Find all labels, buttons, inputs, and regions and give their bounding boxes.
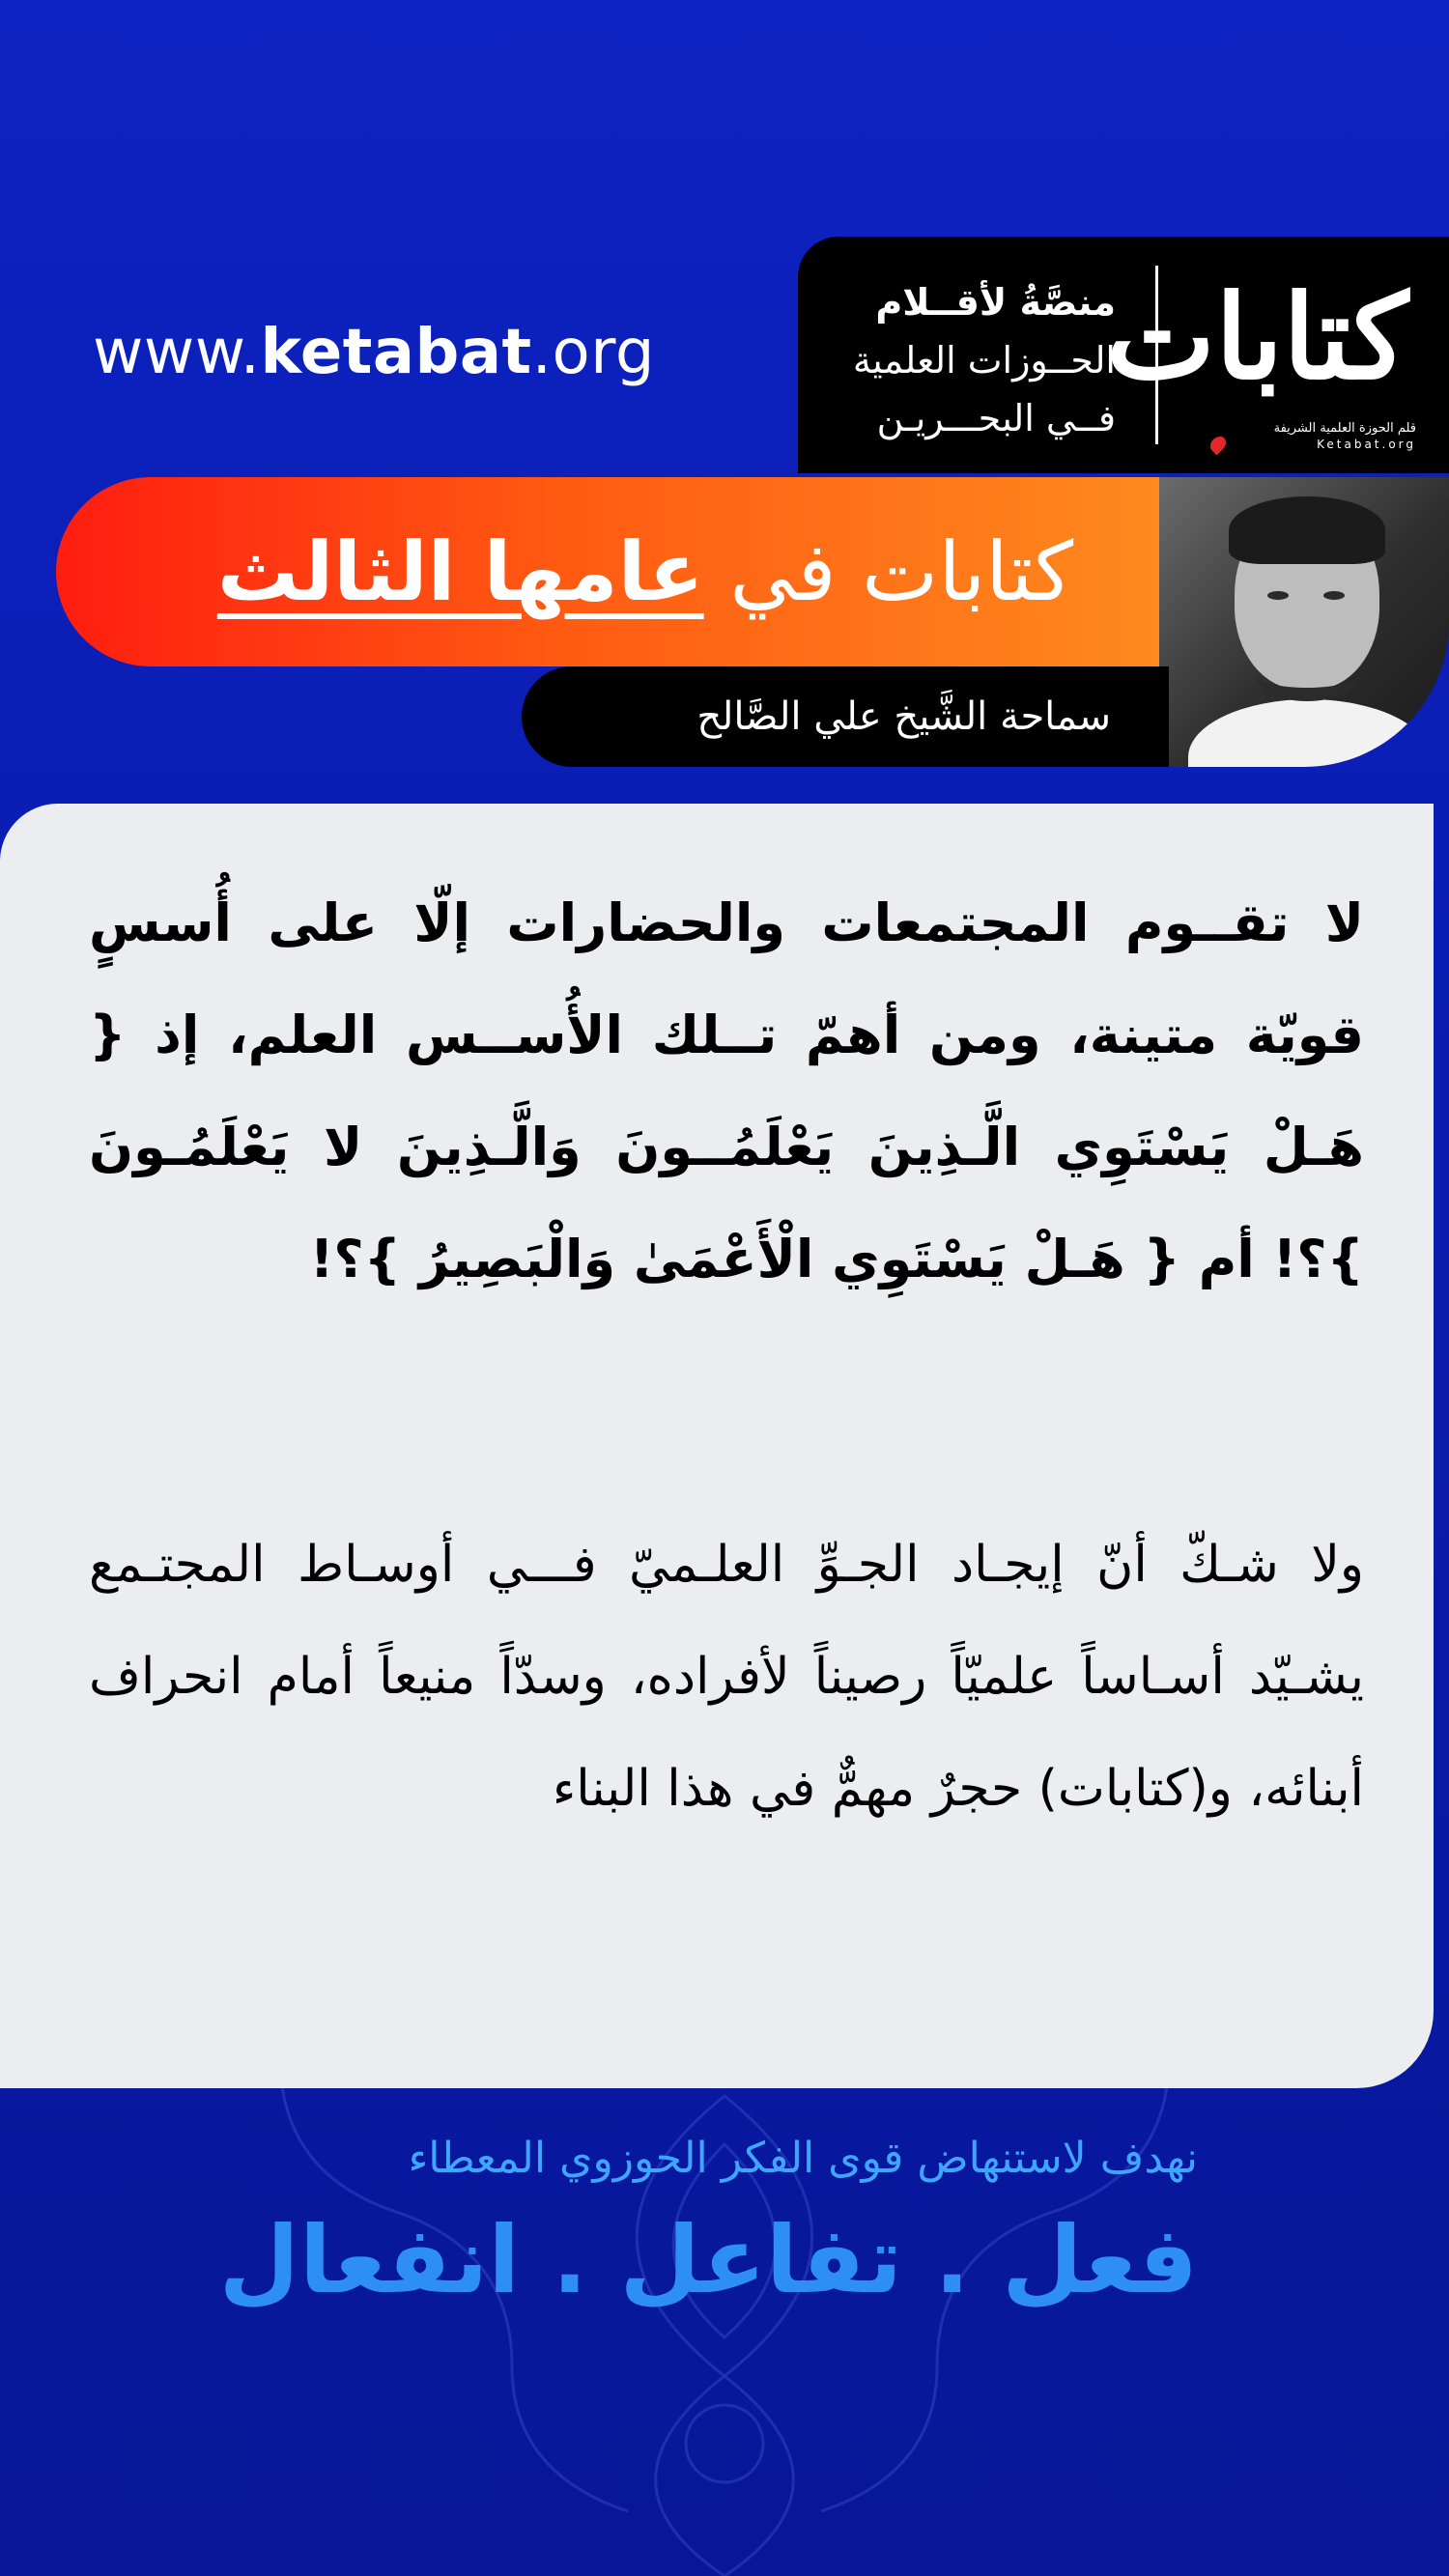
title-banner xyxy=(56,477,1167,666)
author-name: سماحة الشَّيخ علي الصَّالح xyxy=(696,694,1111,739)
article-card xyxy=(0,804,1434,2088)
brand-line-3: فــي البحـــريـن xyxy=(876,397,1116,439)
brand-line-2: الحــوزات العلمية xyxy=(852,339,1116,382)
logo-url: Ketabat.org xyxy=(1317,438,1416,451)
article-paragraph-2: ولا شـكّ أنّ إيجـاد الجـوِّ العلـميّ فـــي أوسـاط المجتـمع يشـيّد أسـاساً علميّاً رصيناً لأفراده، وسدّاً منيعاً أمام انحراف أبنائه، و(كتابات) حجرٌ مهمٌّ في هذا البناء xyxy=(89,1536,1364,1818)
author-photo xyxy=(1159,477,1449,767)
brand-line-1: منصَّةُ لأقــلام xyxy=(875,281,1116,324)
logo-wordmark: كتابات xyxy=(1106,269,1408,406)
title-lead: كتابات في xyxy=(729,524,1074,619)
website-url[interactable] xyxy=(93,309,672,396)
url-prefix: www. xyxy=(93,317,261,388)
article-paragraph-1: لا تقــوم المجتمعات والحضارات إلّا على أُسسٍ قويّة متينة، ومن أهمّ تــلك الأُســس العلم، إذ { هَـلْ يَسْتَوِي الَّـذِينَ يَعْلَمُــونَ وَالَّـذِينَ لا يَعْلَمُـونَ }؟! أم { هَـلْ يَسْتَوِي الْأَعْمَىٰ وَالْبَصِيرُ }؟! xyxy=(89,892,1364,1289)
author-name-banner xyxy=(522,666,1169,767)
page-title xyxy=(162,506,1128,637)
url-suffix: .org xyxy=(531,317,655,388)
ketabat-logo xyxy=(1106,256,1426,459)
brand-tagline xyxy=(797,273,1116,447)
brand-box xyxy=(798,237,1449,473)
footer-slogan: فعل . تفاعل . انفعال xyxy=(218,2206,1198,2314)
title-highlight: عامها الثالث xyxy=(216,524,704,619)
footer-tagline: نهدف لاستنهاض قوى الفكر الحوزوي المعطاء xyxy=(408,2134,1198,2183)
url-domain: ketabat xyxy=(260,317,532,388)
logo-subtitle: قلم الحوزة العلمية الشريفة xyxy=(1273,421,1416,436)
